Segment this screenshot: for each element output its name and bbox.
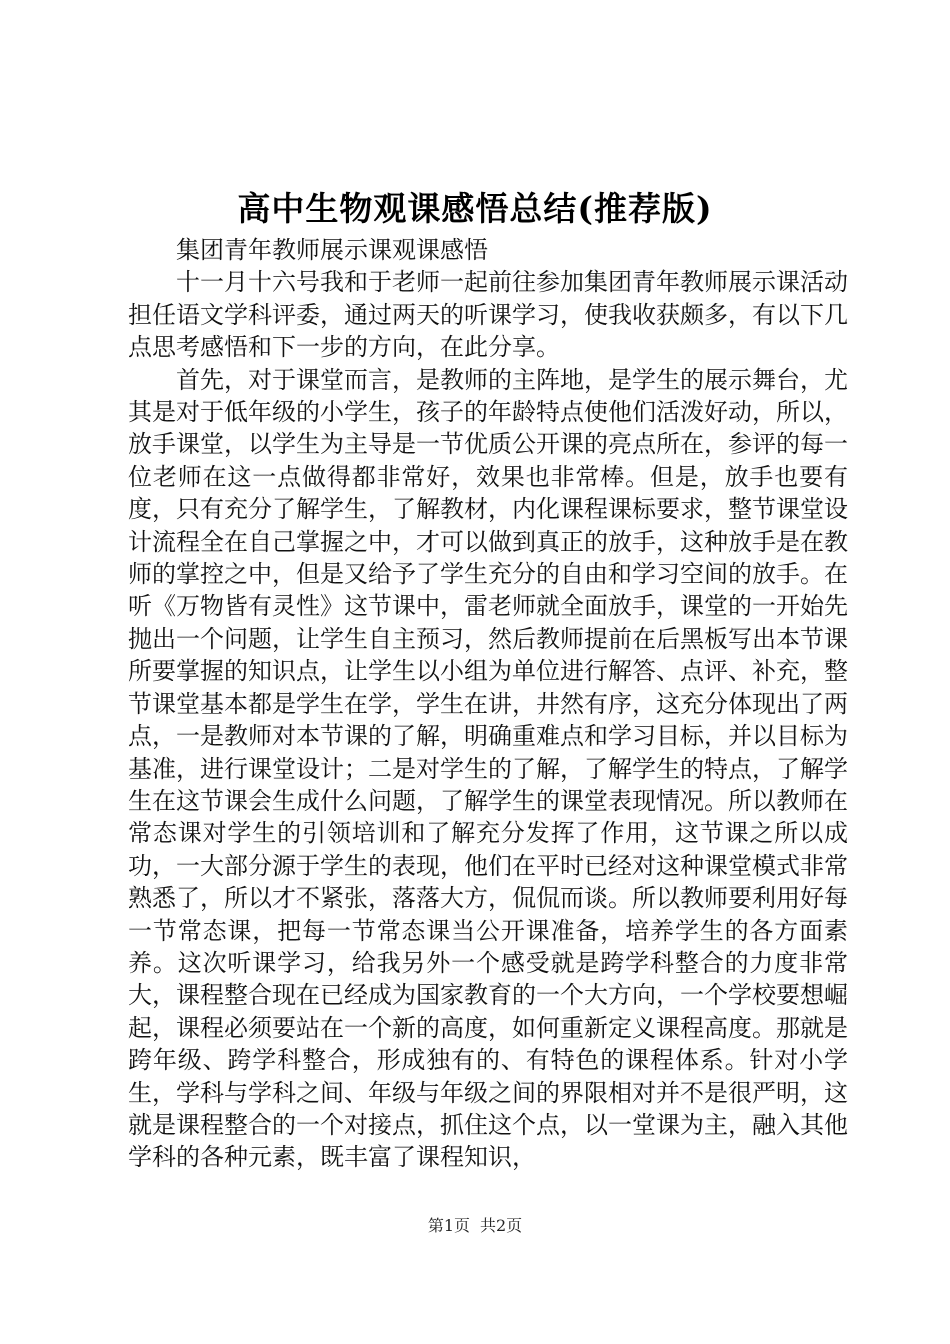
subtitle-paragraph: 集团青年教师展示课观课感悟 [176, 236, 488, 264]
page-footer [0, 1214, 950, 1238]
page-total: 共2页 [480, 1216, 523, 1235]
body-paragraph-1: 十一月十六号我和于老师一起前往参加集团青年教师展示课活动担任语文学科评委，通过两天的听课学习，使我收获颇多，有以下几点思考感悟和下一步的方向，在此分享。 [128, 268, 848, 362]
document-title: 高中生物观课感悟总结(推荐版) [237, 189, 713, 228]
page-number: 第1页 [427, 1216, 470, 1235]
body-paragraph-2: 首先，对于课堂而言，是教师的主阵地，是学生的展示舞台，尤其是对于低年级的小学生，孩子的年龄特点使他们活泼好动，所以，放手课堂，以学生为主导是一节优质公开课的亮点所在，参评的每一位老师在这一点做得都非常好，效果也非常棒。但是，放手也要有度，只有充分了解学生，了解教材，内化课程课标要求，整节课堂设计流程全在自己掌握之中，才可以做到真正的放手，这种放手是在教师的掌控之中，但是又给予了学生充分的自由和学习空间的放手。在听《万物皆有灵性》这节课中，雷老师就全面放手，课堂的一开始先抛出一个问题，让学生自主预习，然后教师提前在后黑板写出本节课所要掌握的知识点，让学生以小组为单位进行解答、点评、补充，整节课堂基本都是学生在学，学生在讲，井然有序，这充分体现出了两点，一是教师对本节课的了解，明确重难点和学习目标，并以目标为基准，进行课堂设计；二是对学生的了解，了解学生的特点，了解学生在这节课会生成什么问题，了解学生的课堂表现情况。所以教师在常态课对学生的引领培训和了解充分发挥了作用，这节课之所以成功，一大部分源于学生的表现，他们在平时已经对这种课堂模式非常熟悉了，所以才不紧张，落落大方，侃侃而谈。所以教师要利用好每一节常态课，把每一节常态课当公开课准备，培养学生的各方面素养。这次听课学习，给我另外一个感受就是跨学科整合的力度非常大，课程整合现在已经成为国家教育的一个大方向，一个学校要想崛起，课程必须要站在一个新的高度，如何重新定义课程高度。那就是跨年级、跨学科整合，形成独有的、有特色的课程体系。针对小学生，学科与学科之间、年级与年级之间的界限相对并不是很严明，这就是课程整合的一个对接点，抓住这个点，以一堂课为主，融入其他学科的各种元素，既丰富了课程知识， [128, 365, 848, 1172]
document-body [128, 234, 848, 1174]
